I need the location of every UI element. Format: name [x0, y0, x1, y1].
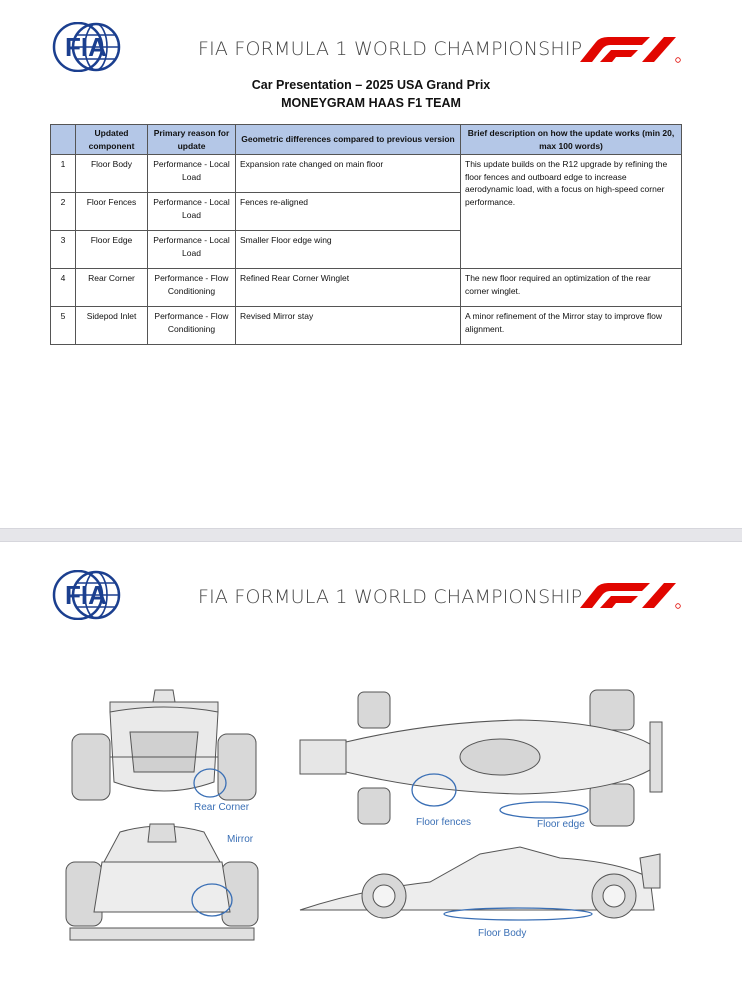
- page-header: [0, 542, 742, 617]
- annotation-floor-body: Floor Body: [478, 928, 527, 939]
- side-view-drawing: [300, 847, 660, 918]
- top-view-drawing: [300, 690, 662, 826]
- row-component: Rear Corner: [76, 269, 148, 307]
- fia-logo-icon: [50, 570, 122, 620]
- row-reason: Performance - Local Load: [148, 231, 236, 269]
- row-description: A minor refinement of the Mirror stay to improve flow alignment.: [461, 307, 682, 345]
- table-row: [51, 155, 682, 193]
- fia-logo-icon: [50, 22, 122, 72]
- header-title: FIA FORMULA 1 WORLD CHAMPIONSHIP: [198, 586, 583, 608]
- row-num: 1: [51, 155, 76, 193]
- row-num: 4: [51, 269, 76, 307]
- page-separator: [0, 528, 742, 542]
- car-drawings: [0, 682, 742, 982]
- fia-logo-text: FIA: [65, 580, 107, 610]
- row-reason: Performance - Local Load: [148, 155, 236, 193]
- annotation-floor-edge: Floor edge: [537, 819, 585, 830]
- header-reason: Primary reason for update: [148, 125, 236, 155]
- row-geometry: Expansion rate changed on main floor: [236, 155, 461, 193]
- row-component: Sidepod Inlet: [76, 307, 148, 345]
- row-description: The new floor required an optimization of the rear corner winglet.: [461, 269, 682, 307]
- row-num: 2: [51, 193, 76, 231]
- annotation-rear-corner: Rear Corner: [194, 802, 250, 813]
- header-geometry: Geometric differences compared to previous version: [236, 125, 461, 155]
- rear-view-drawing: [72, 690, 256, 800]
- document-page-2: [0, 542, 742, 1000]
- header-num: [51, 125, 76, 155]
- document-title: Car Presentation – 2025 USA Grand Prix: [251, 78, 491, 92]
- table-row: [51, 307, 682, 345]
- row-reason: Performance - Flow Conditioning: [148, 269, 236, 307]
- row-component: Floor Fences: [76, 193, 148, 231]
- row-num: 5: [51, 307, 76, 345]
- row-geometry: Fences re-aligned: [236, 193, 461, 231]
- row-geometry: Smaller Floor edge wing: [236, 231, 461, 269]
- row-geometry: Refined Rear Corner Winglet: [236, 269, 461, 307]
- update-table: [50, 124, 682, 345]
- row-description-merged: This update builds on the R12 upgrade by refining the floor fences and outboard edge to increase aerodynamic load, with a focus on high-speed corner performance.: [461, 155, 682, 269]
- row-reason: Performance - Local Load: [148, 193, 236, 231]
- table-header-row: [51, 125, 682, 155]
- header-description: Brief description on how the update works (min 20, max 100 words): [461, 125, 682, 155]
- table-row: [51, 269, 682, 307]
- floor-edge-marker: [500, 802, 588, 818]
- annotation-mirror: Mirror: [227, 834, 254, 845]
- page-header: [0, 0, 742, 75]
- row-reason: Performance - Flow Conditioning: [148, 307, 236, 345]
- row-geometry: Revised Mirror stay: [236, 307, 461, 345]
- team-name: MONEYGRAM HAAS F1 TEAM: [281, 96, 461, 110]
- f1-logo-icon: [578, 580, 682, 610]
- row-component: Floor Edge: [76, 231, 148, 269]
- row-num: 3: [51, 231, 76, 269]
- header-component: Updated component: [76, 125, 148, 155]
- header-title: FIA FORMULA 1 WORLD CHAMPIONSHIP: [198, 38, 583, 60]
- f1-logo-icon: [578, 34, 682, 64]
- fia-logo-text: FIA: [65, 32, 107, 62]
- row-component: Floor Body: [76, 155, 148, 193]
- annotation-floor-fences: Floor fences: [416, 817, 472, 828]
